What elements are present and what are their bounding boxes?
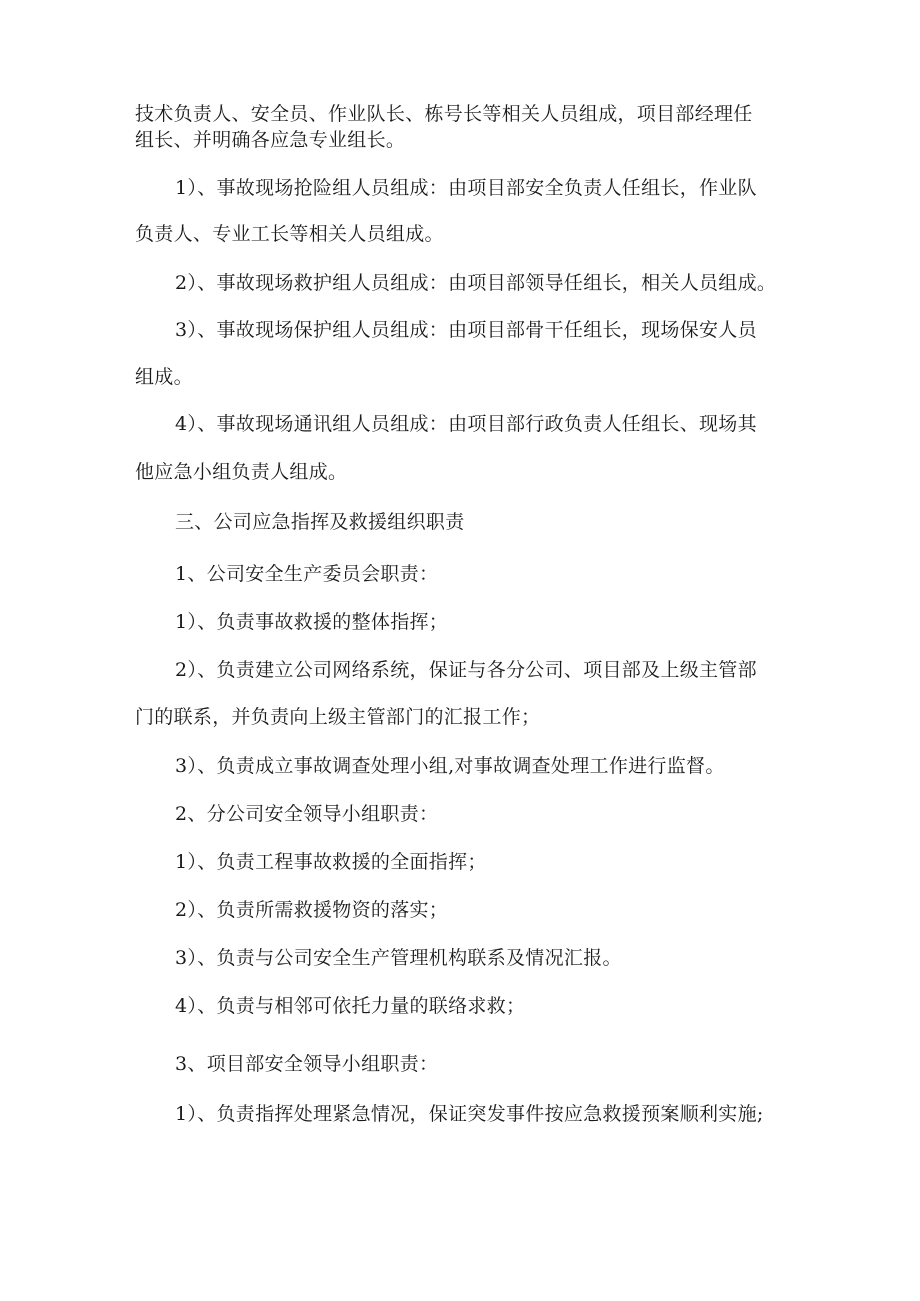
text-line: 1）、负责指挥处理紧急情况，保证突发事件按应急救援预案顺利实施; [175, 1103, 764, 1125]
subsection-heading: 1、公司安全生产委员会职责： [175, 563, 439, 585]
text-line: 技术负责人、安全员、作业队长、栋号长等相关人员组成，项目部经理任 [135, 103, 753, 125]
subsection-heading: 2、分公司安全领导小组职责： [175, 803, 439, 825]
subsection-heading: 3、项目部安全领导小组职责： [175, 1053, 439, 1075]
text-line: 2）、负责建立公司网络系统，保证与各分公司、项目部及上级主管部 [175, 659, 757, 681]
text-line: 1）、负责事故救援的整体指挥； [175, 611, 449, 633]
text-line: 4）、事故现场通讯组人员组成：由项目部行政负责人任组长、现场其 [175, 413, 757, 435]
section-heading: 三、公司应急指挥及救援组织职责 [175, 511, 465, 533]
text-line: 1）、负责工程事故救援的全面指挥； [175, 851, 487, 873]
text-line: 组长、并明确各应急专业组长。 [135, 129, 406, 151]
text-line: 门的联系，并负责向上级主管部门的汇报工作； [135, 706, 541, 728]
text-line: 他应急小组负责人组成。 [135, 461, 348, 483]
text-line: 1）、事故现场抢险组人员组成：由项目部安全负责人任组长，作业队 [175, 177, 757, 199]
text-line: 2）、事故现场救护组人员组成：由项目部领导任组长，相关人员组成。 [175, 272, 777, 294]
text-line: 组成。 [135, 366, 193, 388]
text-line: 3）、事故现场保护组人员组成：由项目部骨干任组长，现场保安人员 [175, 319, 757, 341]
text-line: 负责人、专业工长等相关人员组成。 [135, 223, 444, 245]
text-line: 3）、负责成立事故调查处理小组,对事故调查处理工作进行监督。 [175, 755, 725, 777]
text-line: 4）、负责与相邻可依托力量的联络求救； [175, 995, 526, 1017]
text-line: 2）、负责所需救援物资的落实； [175, 899, 449, 921]
text-line: 3）、负责与公司安全生产管理机构联系及情况汇报。 [175, 947, 622, 969]
